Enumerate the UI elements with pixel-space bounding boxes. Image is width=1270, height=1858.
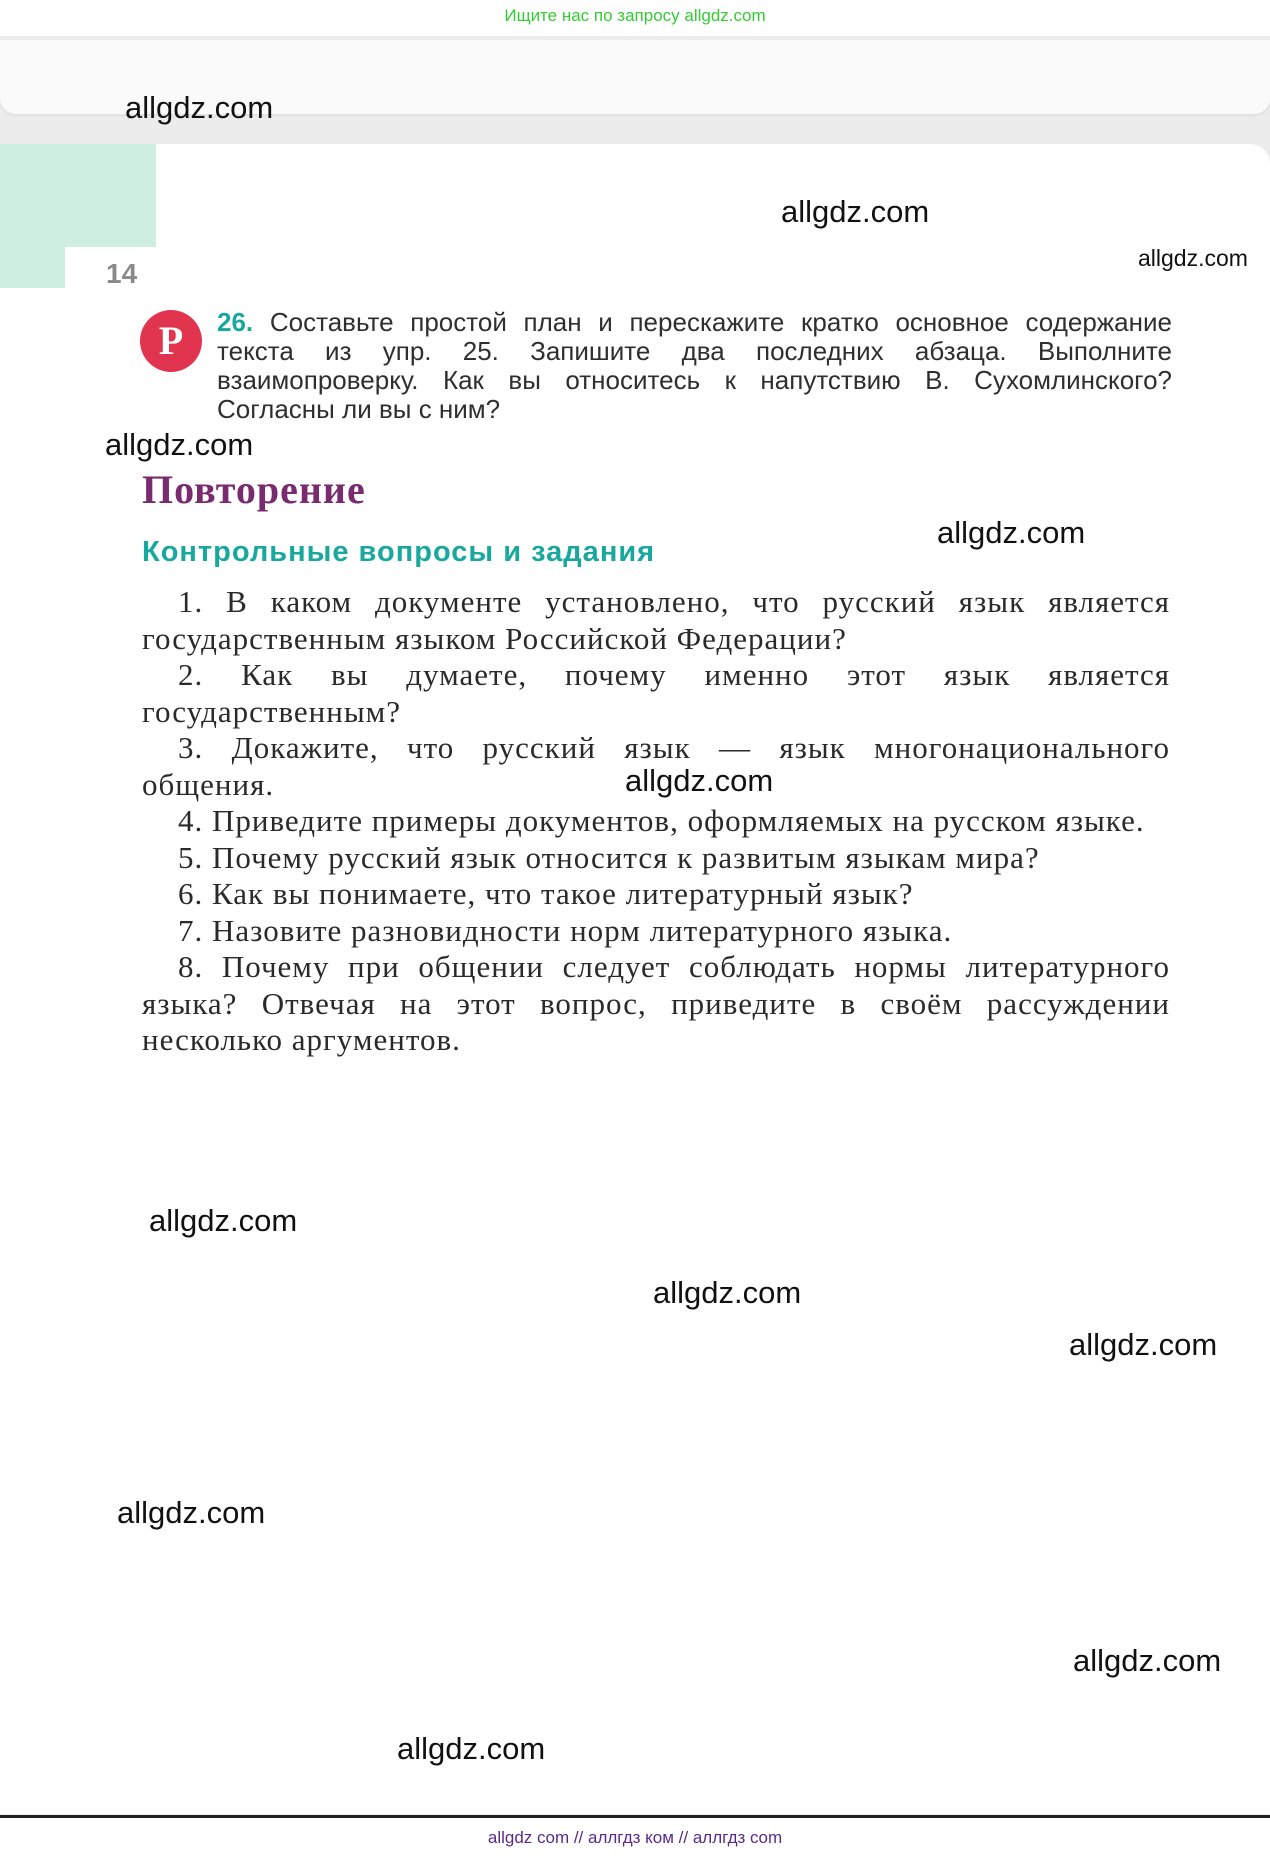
- subsection-title: Контрольные вопросы и задания: [142, 536, 656, 568]
- task-text: Составьте простой план и перескажите кратко основное содержание текста из упр. 25. Запишите два последних абзаца. Выполните взаимопроверку. Как вы относитесь к напутствию В. Сухомлинского? Согласны ли вы с ним?: [217, 307, 1172, 424]
- watermark: allgdz.com: [105, 427, 254, 462]
- question-item: 3. Докажите, что русский язык — язык многонационального общения.: [142, 730, 1170, 802]
- question-item: 2. Как вы думаете, почему именно этот язык является государственным?: [142, 657, 1170, 729]
- task-26: [217, 308, 1172, 424]
- question-item: 1. В каком документе установлено, что русский язык является государственным языком Российской Федерации?: [142, 584, 1170, 656]
- question-item: 4. Приведите примеры документов, оформляемых на русском языке.: [178, 803, 1145, 838]
- page-number: 14: [106, 258, 138, 289]
- watermark: allgdz.com: [1069, 1327, 1218, 1362]
- watermark: allgdz.com: [149, 1203, 298, 1238]
- watermark: allgdz.com: [397, 1731, 546, 1766]
- watermark: allgdz.com: [781, 194, 930, 229]
- question-item: 7. Назовите разновидности норм литературного языка.: [178, 912, 953, 948]
- watermark: allgdz.com: [937, 515, 1086, 550]
- watermark: allgdz.com: [653, 1275, 802, 1310]
- question-item: 8. Почему при общении следует соблюдать нормы литературного языка? Отвечая на этот вопрос, приведите в своём рассуждении несколько аргументов.: [142, 949, 1170, 1057]
- task-number: 26.: [217, 307, 254, 337]
- watermark: allgdz.com: [1138, 245, 1248, 271]
- watermark: allgdz.com: [1073, 1643, 1222, 1678]
- watermark: allgdz.com: [125, 90, 274, 125]
- repeat-badge-icon: Р: [140, 310, 202, 372]
- watermark: allgdz.com: [625, 763, 774, 798]
- watermark: allgdz.com: [117, 1495, 266, 1530]
- question-item: 5. Почему русский язык относится к развитым языкам мира?: [178, 839, 1040, 875]
- footer-text[interactable]: allgdz com // аллгдз ком // аллгдз com: [487, 1828, 783, 1847]
- questions-list: [142, 584, 1170, 1059]
- footer: [0, 1818, 1270, 1858]
- page-corner-decoration-tab: [0, 247, 65, 288]
- top-banner: [0, 0, 1270, 36]
- question-item: 6. Как вы понимаете, что такое литературный язык?: [178, 876, 914, 911]
- section-title: Повторение: [142, 467, 366, 512]
- top-banner-text[interactable]: Ищите нас по запросу allgdz.com: [504, 6, 766, 25]
- page-corner-decoration: [0, 144, 156, 247]
